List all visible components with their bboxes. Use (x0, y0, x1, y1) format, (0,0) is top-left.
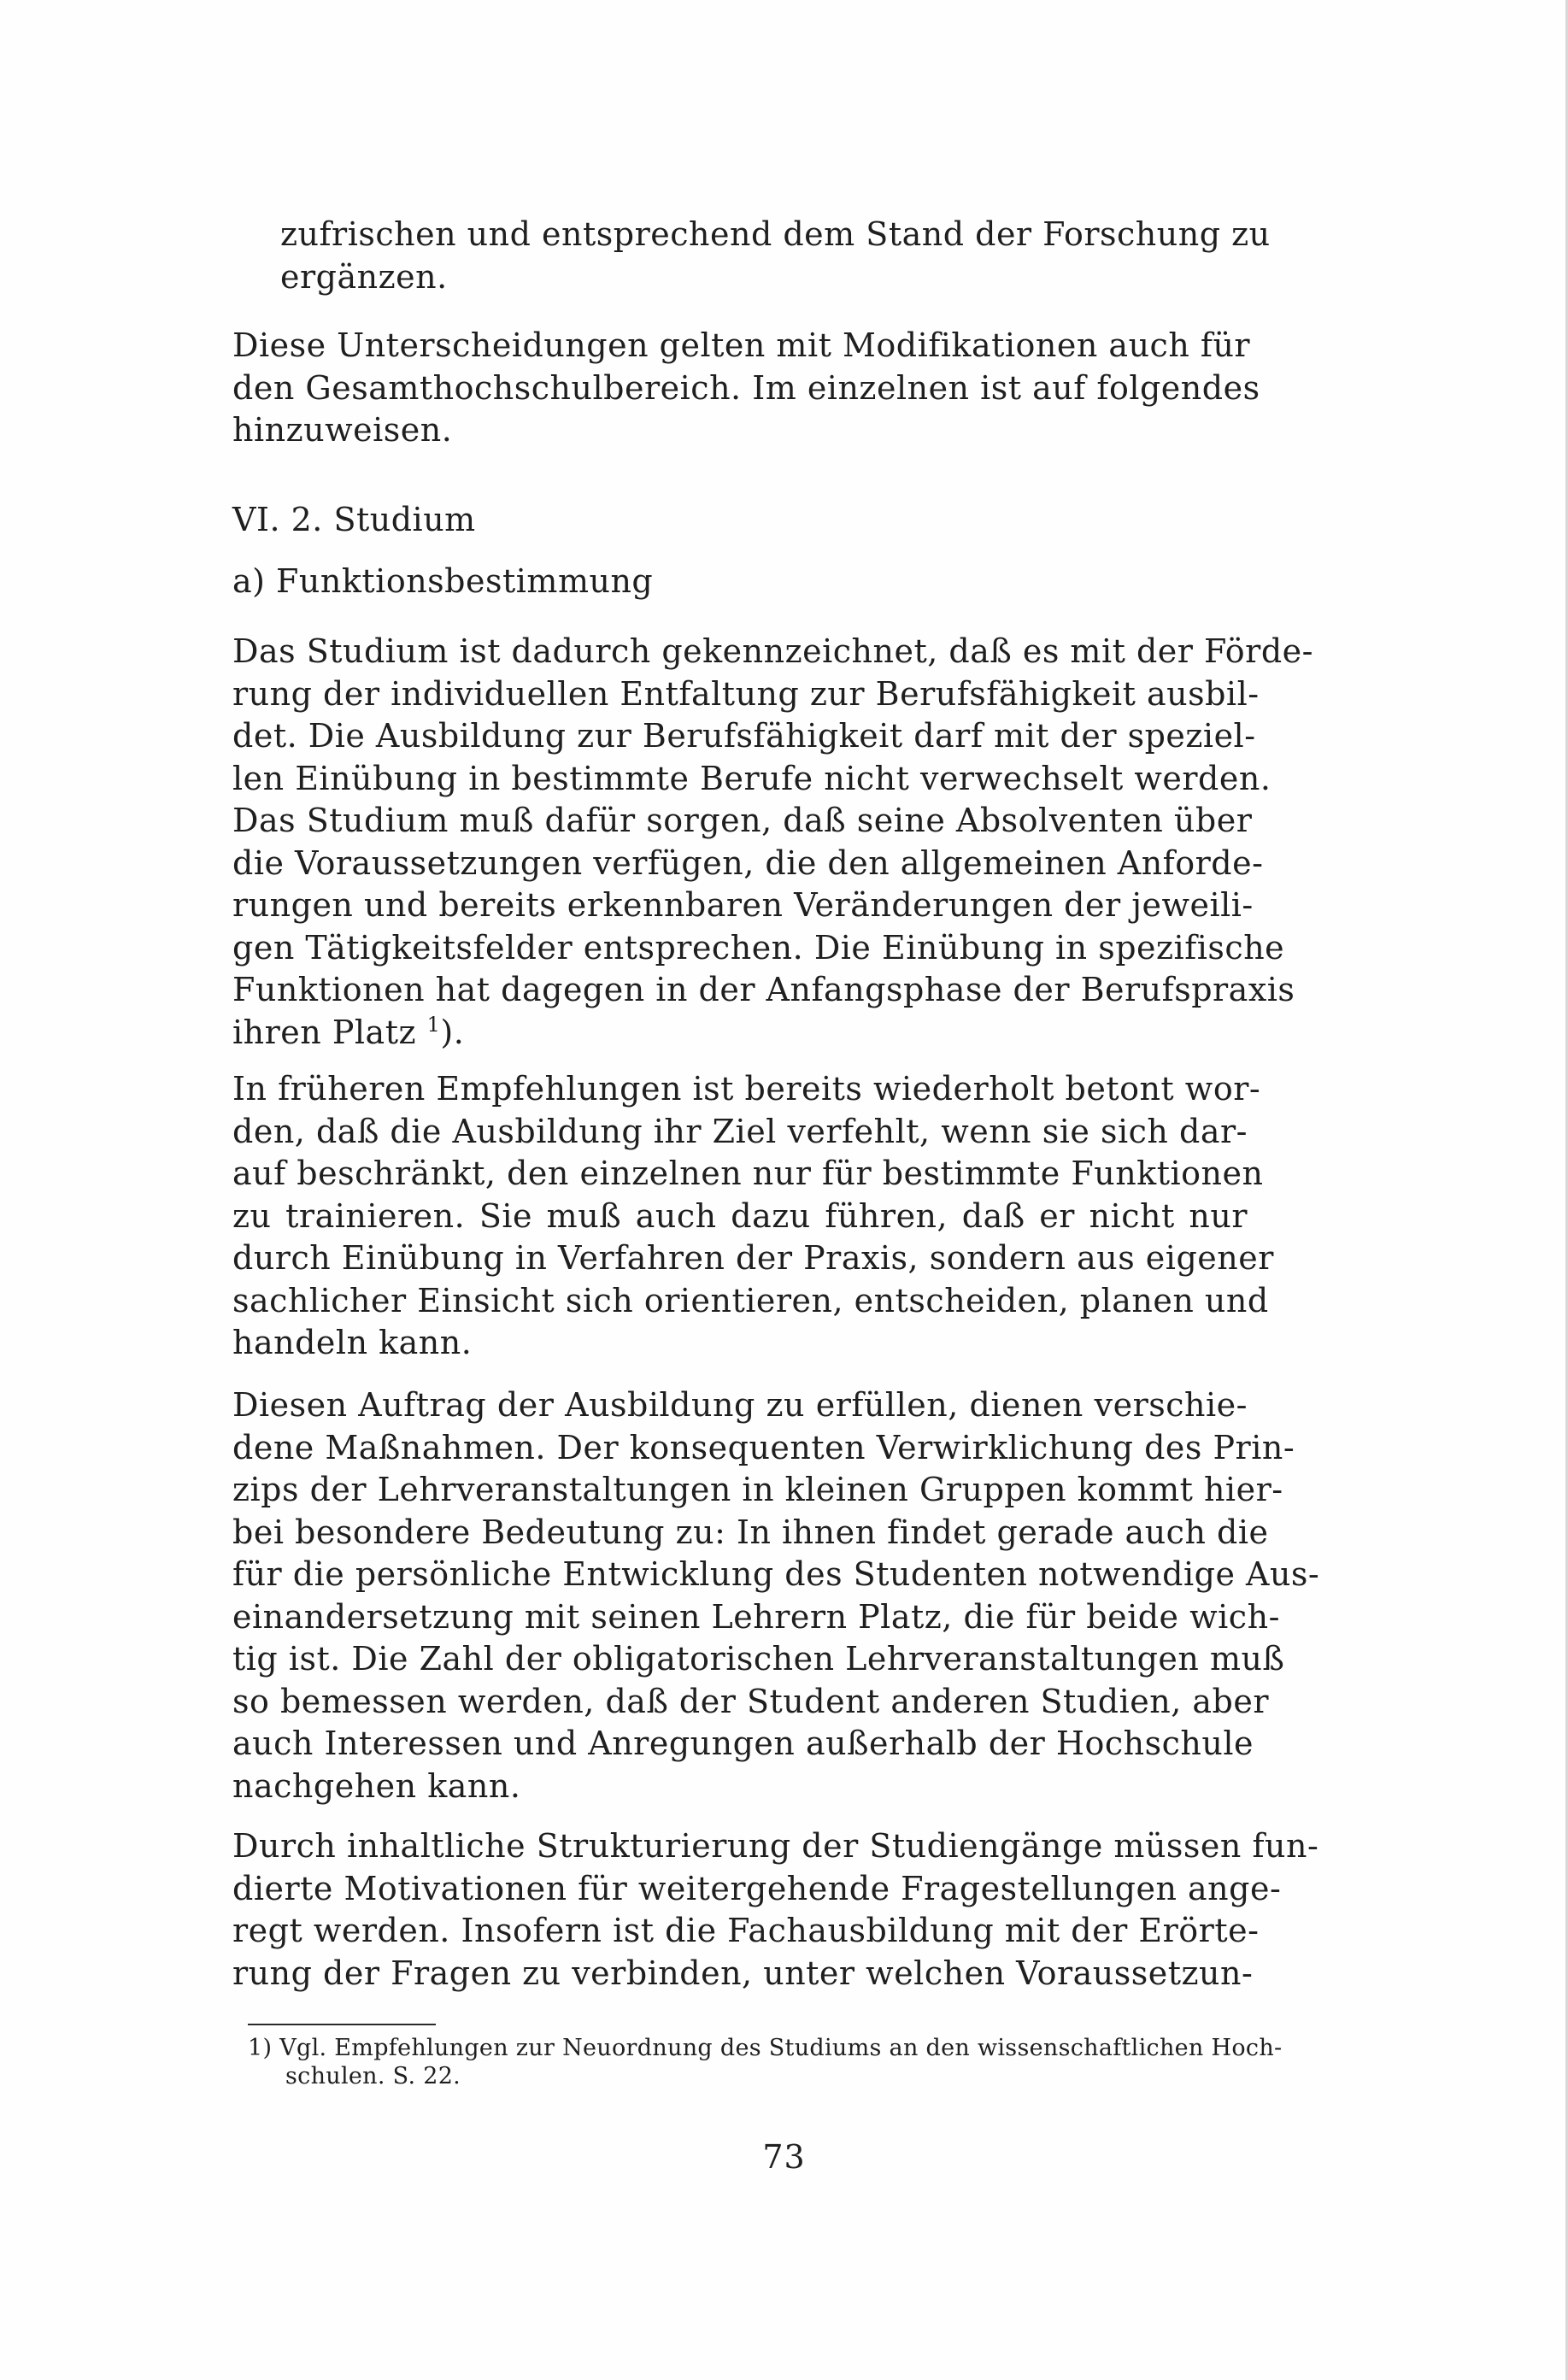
text-line: tig ist. Die Zahl der obligatorischen Lehrveranstaltungen muß (232, 1640, 1285, 1678)
text-line: In früheren Empfehlungen ist bereits wiederholt betont wor- (232, 1070, 1261, 1108)
text-line: für die persönliche Entwicklung des Studenten notwendige Aus- (232, 1555, 1320, 1593)
text-line: regt werden. Insofern ist die Fachausbildung mit der Erörte- (232, 1912, 1260, 1949)
text-line: sachlicher Einsicht sich orientieren, entscheiden, planen und (232, 1281, 1269, 1319)
text-line: einandersetzung mit seinen Lehrern Platz, die für beide wich- (232, 1597, 1280, 1636)
text-line: zu trainieren. Sie muß auch dazu führen, daß er nicht nur (232, 1196, 1248, 1235)
text-line: nachgehen kann. (232, 1766, 521, 1805)
paragraph-auftrag (232, 1384, 1320, 1807)
text-segment: ihren Platz (232, 1013, 427, 1051)
text-line: auch Interessen und Anregungen außerhalb der Hochschule (232, 1725, 1254, 1762)
text-line: Funktionen hat dagegen in der Anfangsphase der Berufspraxis (232, 971, 1295, 1008)
text-line: auf beschränkt, den einzelnen nur für bestimmte Funktionen (232, 1155, 1264, 1192)
subsection-heading: a) Funktionsbestimmung (232, 562, 654, 600)
text-line: Durch inhaltliche Strukturierung der Studiengänge müssen fun- (232, 1827, 1319, 1865)
paragraph-fruehere (232, 1068, 1274, 1365)
text-line: Diese Unterscheidungen gelten mit Modifikationen auch für (232, 326, 1251, 364)
text-segment: ). (440, 1013, 465, 1051)
footnote-line: 1) Vgl. Empfehlungen zur Neuordnung des Studiums an den wissenschaftlichen Hoch- (248, 2035, 1283, 2061)
text-line: Das Studium muß dafür sorgen, daß seine Absolventen über (232, 802, 1253, 839)
text-line: den, daß die Ausbildung ihr Ziel verfehlt, wenn sie sich dar- (232, 1112, 1248, 1150)
text-line: len Einübung in bestimmte Berufe nicht verwechselt werden. (232, 759, 1271, 797)
text-line (232, 1012, 1248, 1055)
text-line: gen Tätigkeitsfelder entsprechen. Die Einübung in spezifische (232, 928, 1285, 967)
text-line: rungen und bereits erkennbaren Veränderungen der jeweili- (232, 886, 1254, 924)
text-line: ergänzen. (280, 257, 448, 296)
page-number: 73 (762, 2138, 806, 2176)
text-line: rung der Fragen zu verbinden, unter welchen Voraussetzun- (232, 1954, 1254, 1992)
text-line: dene Maßnahmen. Der konsequenten Verwirklichung des Prin- (232, 1428, 1295, 1466)
footnote-line: schulen. S. 22. (285, 2063, 461, 2089)
text-line: handeln kann. (232, 1324, 473, 1361)
text-line: zips der Lehrveranstaltungen in kleinen Gruppen kommt hier- (232, 1471, 1283, 1508)
text-line: det. Die Ausbildung zur Berufsfähigkeit darf mit der speziel- (232, 717, 1256, 755)
text-line: rung der individuellen Entfaltung zur Berufsfähigkeit ausbil- (232, 674, 1260, 713)
text-line: die Voraussetzungen verfügen, die den allgemeinen Anforde- (232, 843, 1264, 882)
text-line: bei besondere Bedeutung zu: In ihnen findet gerade auch die (232, 1513, 1269, 1551)
paragraph-strukturierung (232, 1825, 1319, 1995)
text-line: hinzuweisen. (232, 411, 453, 449)
text-line: Das Studium ist dadurch gekennzeichnet, daß es mit der Förde- (232, 632, 1313, 670)
intro-continuation (280, 214, 1271, 298)
text-line: so bemessen werden, daß der Student anderen Studien, aber (232, 1682, 1270, 1720)
footnote-divider (248, 2024, 436, 2025)
text-line: zufrischen und entsprechend dem Stand der Forschung zu (280, 215, 1271, 253)
paragraph-funktion (232, 631, 1313, 1054)
footnote (248, 2034, 1283, 2090)
footnote-reference: 1 (426, 1012, 441, 1037)
text-line: den Gesamthochschulbereich. Im einzelnen ist auf folgendes (232, 368, 1260, 407)
text-line: durch Einübung in Verfahren der Praxis, sondern aus eigener (232, 1239, 1274, 1277)
section-heading: VI. 2. Studium (232, 501, 476, 538)
text-line: Diesen Auftrag der Ausbildung zu erfüllen, dienen verschie- (232, 1386, 1248, 1424)
text-line: dierte Motivationen für weitergehende Fragestellungen ange- (232, 1869, 1282, 1907)
paragraph-diese (232, 325, 1260, 452)
